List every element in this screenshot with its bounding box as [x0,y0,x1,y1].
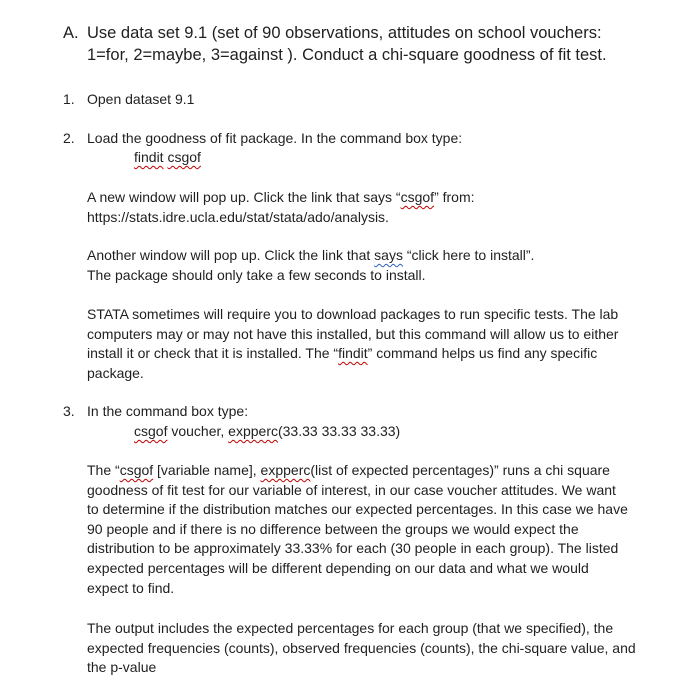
output-line-3: the p-value [87,659,157,676]
step-3 [63,402,663,422]
step-3-number: 3. [63,403,75,419]
step-1-number: 1. [63,91,75,107]
stata-line-4: package. [87,364,144,381]
explanation-line-2: goodness of fit test for our variable of interest, in our case voucher attitudes. We want [87,481,616,498]
popup-line-2: https://stats.idre.ucla.edu/stat/stata/ado/analysis. [87,208,389,225]
output-line-1: The output includes the expected percentages for each group (that we specified), the [87,620,614,636]
command-csgof: csgof [167,149,201,165]
section-a-heading [63,22,663,66]
stata-line-1: STATA sometimes will require you to download packages to run specific tests. The lab [87,306,619,322]
section-a-label: A. [63,24,79,42]
explanation-line-6: expected percentages will be different depending on our data and what we would [87,559,589,576]
step-2-command [134,148,201,168]
install-line-1: Another window will pop up. Click the link that says “click here to install”. [87,247,535,263]
popup-line-1: A new window will pop up. Click the link that says “csgof” from: [87,189,475,205]
explanation-line-3: to determine if the distribution matches our expected percentages. In this case we have [87,501,628,518]
install-paragraph [87,246,667,285]
step-1-text: Open dataset 9.1 [87,91,195,107]
step-3-text: In the command box type: [87,403,249,419]
step-2-number: 2. [63,130,75,146]
section-a-line-2: 1=for, 2=maybe, 3=against ). Conduct a chi-square goodness of fit test. [87,46,607,64]
popup-paragraph [87,188,667,227]
output-line-2: expected frequencies (counts), observed frequencies (counts), the chi-square value, and [87,639,636,656]
stata-line-2: computers may or may not have this installed, but this command will allow us to either [87,325,619,342]
explanation-line-1: The “csgof [variable name], expperc(list of expected percentages)” runs a chi square [87,462,610,478]
explanation-line-7: expect to find. [87,579,175,596]
stata-paragraph [87,305,667,383]
step-1 [63,90,663,110]
explanation-line-4: 90 people and if there is no difference between the groups we would expect the [87,520,579,537]
step-2-text: Load the goodness of fit package. In the command box type: [87,130,463,146]
section-a-line-1: Use data set 9.1 (set of 90 observations, attitudes on school vouchers: [87,24,602,42]
explanation-paragraph [87,461,667,598]
stata-line-3: install it or check that it is installed. The “findit” command helps us find any specific [87,345,598,362]
explanation-line-5: distribution to be approximately 33.33% for each (30 people in each group). The listed [87,540,619,557]
install-line-2: The package should only take a few seconds to install. [87,266,426,283]
step-2 [63,129,663,149]
step-3-command: csgof voucher, expperc(33.33 33.33 33.33) [134,423,401,439]
command-findit: findit [134,149,164,165]
output-paragraph [87,619,667,678]
